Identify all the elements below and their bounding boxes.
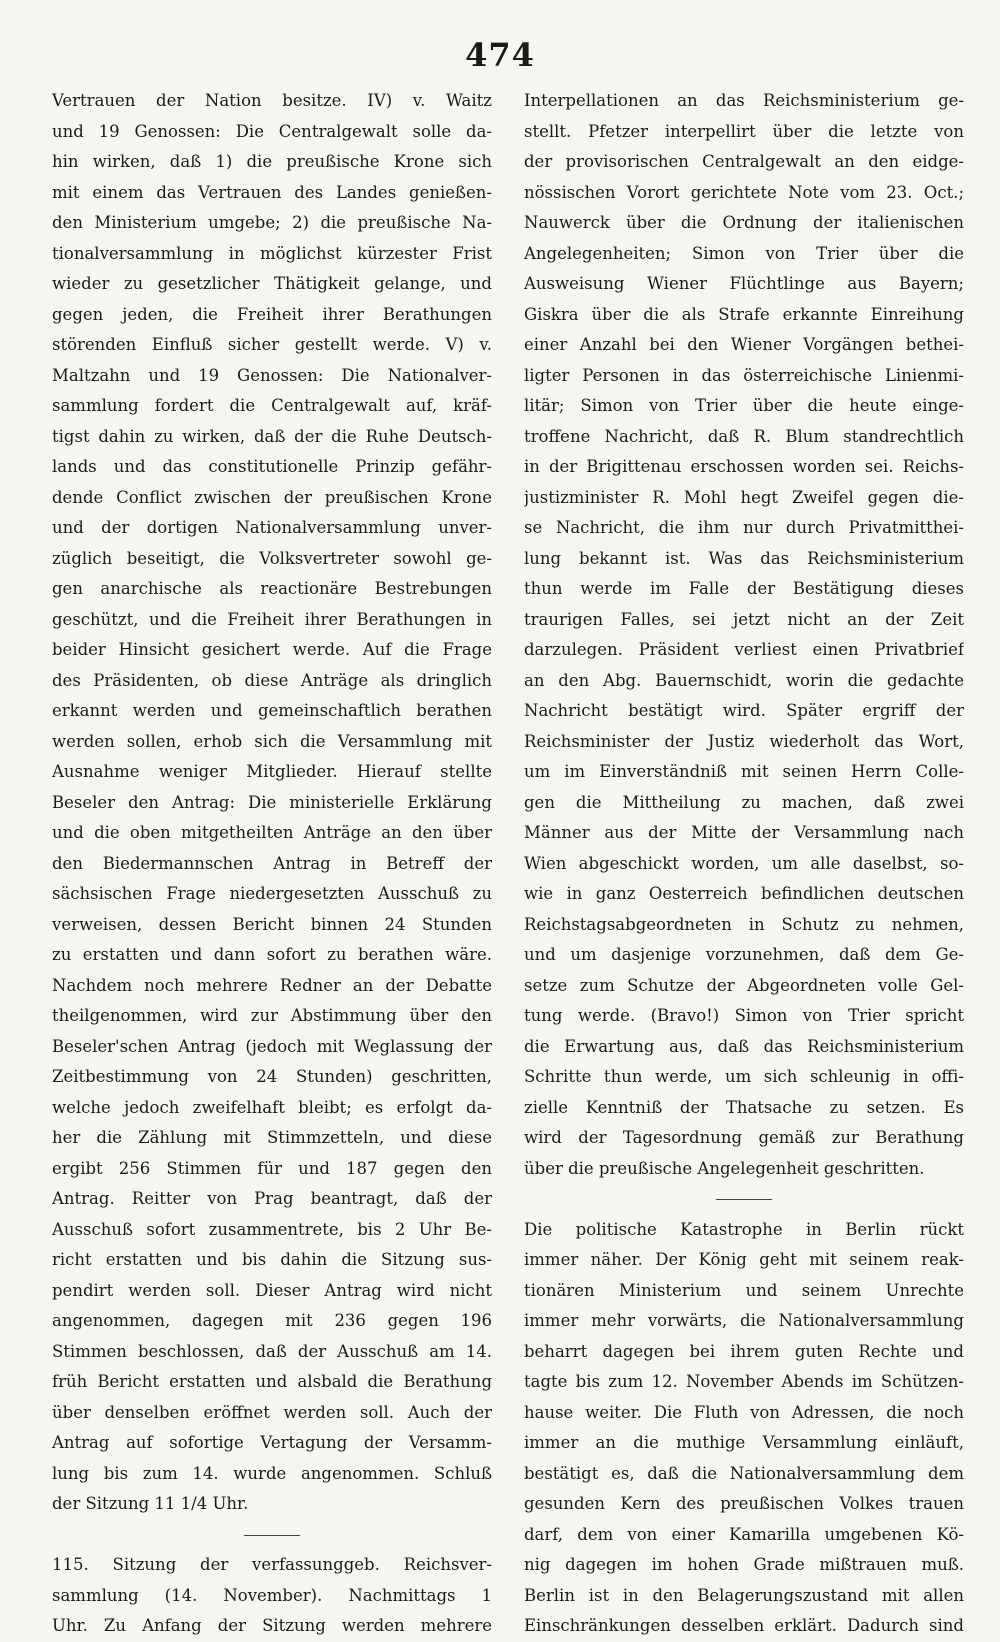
text-line: lung bekannt ist. Was das Reichsministerium (524, 548, 964, 568)
text-line: darzulegen. Präsident verliest einen Privatbrief (524, 640, 964, 659)
section-divider (524, 1184, 964, 1215)
text-line: erkannt werden und gemeinschaftlich berathen (52, 701, 492, 720)
text-line: sammlung fordert die Centralgewalt auf, kräf- (52, 396, 492, 415)
text-line: Angelegenheiten; Simon von Trier über die (524, 243, 964, 263)
text-line: der Sitzung 11 1/4 Uhr. (52, 1494, 249, 1513)
text-line: an den Abg. Bauernschidt, worin die gedachte (524, 670, 964, 690)
text-line: die Erwartung aus, daß das Reichsministerium (524, 1036, 964, 1056)
page-number: 474 (465, 36, 535, 74)
text-line: Die politische Katastrophe in Berlin rückt (524, 1219, 964, 1239)
text-line: störenden Einfluß sicher gestellt werde. V) v. (52, 335, 492, 354)
text-line: und um dasjenige vorzunehmen, daß dem Ge- (524, 945, 964, 964)
text-line: Berlin ist in den Belagerungszustand mit allen (524, 1585, 964, 1605)
text-line: Nachricht bestätigt wird. Später ergriff der (524, 701, 964, 720)
text-line: dende Conflict zwischen der preußischen Krone (52, 487, 492, 507)
left-paragraph-sitzung-115 (52, 1550, 492, 1642)
text-line: Beseler'schen Antrag (jedoch mit Weglassung der (52, 1036, 492, 1056)
text-line: traurigen Falles, sei jetzt nicht an der Zeit (524, 609, 964, 629)
text-line: Giskra über die als Strafe erkannte Einreihung (524, 304, 964, 324)
text-line: ligter Personen in das österreichische Linienmi- (524, 365, 964, 385)
text-line: theilgenommen, wird zur Abstimmung über den (52, 1006, 492, 1025)
text-line: tionalversammlung in möglichst kürzester Frist (52, 243, 492, 263)
text-line: welche jedoch zweifelhaft bleibt; es erfolgt da- (52, 1097, 492, 1117)
text-line: Maltzahn und 19 Genossen: Die Nationalver- (52, 365, 492, 385)
text-line: tionären Ministerium und seinem Unrechte (524, 1280, 964, 1300)
text-line: tigst dahin zu wirken, daß der die Ruhe Deutsch- (52, 426, 492, 446)
text-line: her die Zählung mit Stimmzetteln, und diese (52, 1128, 492, 1147)
text-line: Schritte thun werde, um sich schleunig in offi- (524, 1067, 964, 1086)
text-line: nig dagegen im hohen Grade mißtrauen muß. (524, 1555, 964, 1574)
text-line: Reichstagsabgeordneten in Schutz zu nehmen, (524, 914, 964, 934)
text-line: immer mehr vorwärts, die Nationalversammlung (524, 1311, 964, 1330)
text-line: Männer aus der Mitte der Versammlung nach (524, 823, 964, 842)
text-line: verweisen, dessen Bericht binnen 24 Stunden (52, 914, 492, 934)
text-line: Nauwerck über die Ordnung der italienischen (524, 213, 964, 232)
text-line: beharrt dagegen bei ihrem guten Rechte und (524, 1341, 964, 1361)
text-line: und der dortigen Nationalversammlung unver- (52, 518, 492, 537)
text-line: zielle Kenntniß der Thatsache zu setzen. Es (524, 1097, 964, 1117)
left-paragraph (52, 86, 492, 1520)
text-line: 115. Sitzung der verfassunggeb. Reichsver- (52, 1555, 492, 1574)
text-line: nössischen Vorort gerichtete Note vom 23. Oct.; (524, 182, 964, 202)
text-line: um im Einverständniß mit seinen Herrn Colle- (524, 762, 964, 781)
text-line: zu erstatten und dann sofort zu berathen wäre. (52, 945, 492, 964)
right-paragraph-berlin (524, 1215, 964, 1642)
text-line: hause weiter. Die Fluth von Adressen, die noch (524, 1402, 964, 1422)
text-line: den Biedermannschen Antrag in Betreff der (52, 853, 492, 873)
text-line: gegen jeden, die Freiheit ihrer Berathungen (52, 304, 492, 324)
text-line: Einschränkungen desselben erklärt. Dadurch sind (524, 1616, 964, 1635)
text-line: sammlung (14. November). Nachmittags 1 (52, 1585, 492, 1605)
text-line: werden sollen, erhob sich die Versammlung mit (52, 731, 492, 751)
text-line: Ausnahme weniger Mitglieder. Hierauf stellte (52, 762, 492, 781)
text-line: und die oben mitgetheilten Anträge an den über (52, 823, 492, 842)
text-line: in der Brigittenau erschossen worden sei. Reichs- (524, 457, 964, 476)
text-line: lung bis zum 14. wurde angenommen. Schluß (52, 1463, 492, 1483)
text-line: gesunden Kern des preußischen Volkes trauen (524, 1494, 964, 1513)
text-line: pendirt werden soll. Dieser Antrag wird nicht (52, 1280, 492, 1300)
text-line: Beseler den Antrag: Die ministerielle Erklärung (52, 792, 492, 812)
text-line: ergibt 256 Stimmen für und 187 gegen den (52, 1158, 492, 1178)
text-line: über denselben eröffnet werden soll. Auch der (52, 1402, 492, 1422)
text-line: richt erstatten und bis dahin die Sitzung sus- (52, 1250, 492, 1269)
text-line: se Nachricht, die ihm nur durch Privatmitthei- (524, 518, 964, 537)
text-line: hin wirken, daß 1) die preußische Krone sich (52, 152, 492, 171)
text-line: Wien abgeschickt worden, um alle daselbst, so- (524, 853, 964, 873)
text-line: wie in ganz Oesterreich befindlichen deutschen (524, 884, 964, 903)
text-line: stellt. Pfetzer interpellirt über die letzte von (524, 121, 964, 141)
right-paragraph (524, 86, 964, 1184)
text-line: des Präsidenten, ob diese Anträge als dringlich (52, 670, 492, 690)
text-line: wird der Tagesordnung gemäß zur Berathung (524, 1128, 964, 1147)
text-line: Ausschuß sofort zusammentrete, bis 2 Uhr Be- (52, 1219, 492, 1239)
text-line: immer näher. Der König geht mit seinem reak- (524, 1250, 964, 1269)
text-line: und 19 Genossen: Die Centralgewalt solle da- (52, 121, 492, 141)
text-line: lands und das constitutionelle Prinzip gefähr- (52, 457, 492, 476)
text-line: geschützt, und die Freiheit ihrer Berathungen in (52, 609, 492, 629)
text-line: einer Anzahl bei den Wiener Vorgängen bethei- (524, 335, 964, 354)
right-column (524, 86, 964, 1642)
text-line: Reichsminister der Justiz wiederholt das Wort, (524, 731, 964, 751)
text-line: darf, dem von einer Kamarilla umgebenen Kö- (524, 1524, 964, 1544)
text-line: Nachdem noch mehrere Redner an der Debatte (52, 975, 492, 995)
text-line: Uhr. Zu Anfang der Sitzung werden mehrere (52, 1616, 492, 1635)
text-line: über die preußische Angelegenheit geschritten. (524, 1158, 925, 1178)
text-line: früh Bericht erstatten und alsbald die Berathung (52, 1372, 492, 1391)
text-line: Antrag. Reitter von Prag beantragt, daß der (52, 1189, 492, 1208)
text-line: setze zum Schutze der Abgeordneten volle Gel- (524, 975, 964, 995)
text-line: wieder zu gesetzlicher Thätigkeit gelange, und (52, 274, 492, 293)
text-line: immer an die muthige Versammlung einläuft, (524, 1433, 964, 1452)
text-line: Zeitbestimmung von 24 Stunden) geschritten, (52, 1067, 492, 1086)
section-divider (52, 1520, 492, 1551)
text-line: den Ministerium umgebe; 2) die preußische Na- (52, 213, 492, 232)
text-line: gen anarchische als reactionäre Bestrebungen (52, 579, 492, 598)
text-line: bestätigt es, daß die Nationalversammlung dem (524, 1463, 964, 1483)
text-line: justizminister R. Mohl hegt Zweifel gegen die- (524, 487, 964, 507)
text-line: züglich beseitigt, die Volksvertreter sowohl ge- (52, 548, 492, 568)
text-line: tung werde. (Bravo!) Simon von Trier spricht (524, 1006, 964, 1025)
text-line: sächsischen Frage niedergesetzten Ausschuß zu (52, 884, 492, 903)
text-line: mit einem das Vertrauen des Landes genießen- (52, 182, 492, 202)
text-line: thun werde im Falle der Bestätigung dieses (524, 579, 964, 598)
text-line: der provisorischen Centralgewalt an den eidge- (524, 152, 964, 171)
text-line: Stimmen beschlossen, daß der Ausschuß am 14. (52, 1341, 492, 1361)
text-line: gen die Mittheilung zu machen, daß zwei (524, 792, 964, 812)
text-line: Interpellationen an das Reichsministerium ge- (524, 91, 964, 110)
text-line: angenommen, dagegen mit 236 gegen 196 (52, 1311, 492, 1330)
left-column (52, 86, 492, 1642)
text-line: tagte bis zum 12. November Abends im Schützen- (524, 1372, 964, 1391)
text-line: litär; Simon von Trier über die heute einge- (524, 396, 964, 415)
text-line: Ausweisung Wiener Flüchtlinge aus Bayern; (524, 274, 964, 293)
text-line: beider Hinsicht gesichert werde. Auf die Frage (52, 640, 492, 659)
text-line: troffene Nachricht, daß R. Blum standrechtlich (524, 426, 964, 446)
text-line: Vertrauen der Nation besitze. IV) v. Waitz (52, 91, 492, 110)
text-line: Antrag auf sofortige Vertagung der Versamm- (52, 1433, 492, 1452)
